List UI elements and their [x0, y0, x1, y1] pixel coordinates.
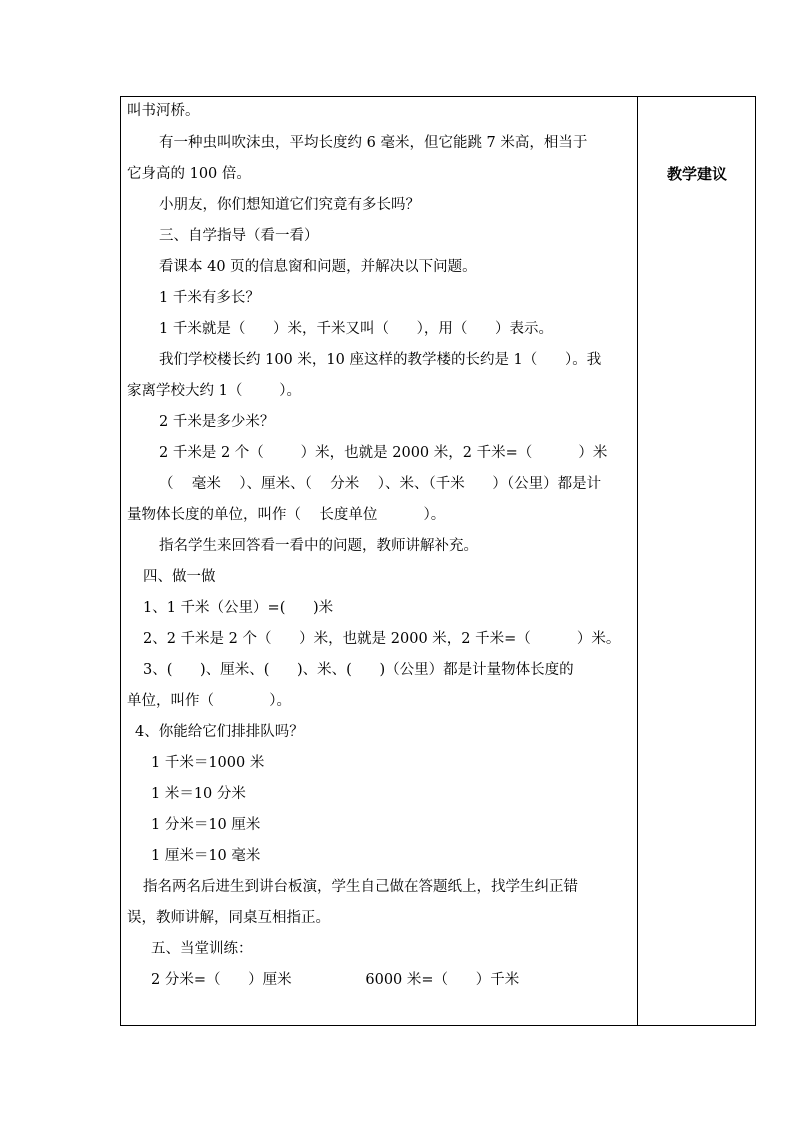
- text-line: 2 千米是多少米？: [159, 414, 275, 430]
- text-line: 1 千米就是（ ）米，千米又叫（ ），用（ ）表示。: [159, 321, 554, 337]
- text-line: 家离学校大约 1（ ）。: [127, 383, 301, 399]
- text-line: 叫书河桥。: [127, 103, 200, 119]
- text-line: 误，教师讲解，同桌互相指正。: [127, 910, 330, 926]
- side-column-label: 教学建议: [666, 165, 727, 183]
- text-line: 1、1 千米（公里）=( )米: [143, 600, 334, 616]
- text-line: 3、( )、厘米、( )、米、( )（公里）都是计量物体长度的: [143, 662, 574, 678]
- text-line: 1 分米＝10 厘米: [151, 817, 261, 833]
- column-divider: [637, 97, 638, 1025]
- lesson-table: [120, 96, 756, 1026]
- text-line: 1 厘米＝10 毫米: [151, 848, 261, 864]
- text-line: 指名学生来回答看一看中的问题，教师讲解补充。: [159, 538, 478, 554]
- text-line: 有一种虫叫吹沫虫，平均长度约 6 毫米，但它能跳 7 米高，相当于: [159, 135, 588, 151]
- text-line: 1 米＝10 分米: [151, 786, 246, 802]
- text-line: 小朋友，你们想知道它们究竟有多长吗？: [159, 197, 420, 213]
- text-line: （ 毫米 ）、厘米、（ 分米 ）、米、（千米 ）（公里）都是计: [159, 476, 602, 492]
- text-line: 指名两名后进生到讲台板演，学生自己做在答题纸上，找学生纠正错: [143, 879, 578, 895]
- section-heading: 四、做一做: [143, 569, 216, 585]
- text-line: 我们学校楼长约 100 米，10 座这样的教学楼的长约是 1（ ）。我: [159, 352, 602, 368]
- section-heading: 五、当堂训练：: [151, 941, 253, 957]
- text-line: 2、2 千米是 2 个（ ）米，也就是 2000 米，2 千米=（ ）米。: [143, 631, 621, 647]
- text-line: 看课本 40 页的信息窗和问题，并解决以下问题。: [159, 259, 477, 275]
- text-line: 单位，叫作（ ）。: [127, 693, 292, 709]
- text-line: 1 千米＝1000 米: [151, 755, 265, 771]
- text-line: 4、你能给它们排排队吗？: [135, 724, 304, 740]
- section-heading: 三、自学指导（看一看）: [159, 228, 319, 244]
- text-line: 2 分米=（ ）厘米 6000 米=（ ）千米: [151, 972, 520, 988]
- text-line: 1 千米有多长？: [159, 290, 260, 306]
- text-line: 2 千米是 2 个（ ）米，也就是 2000 米，2 千米=（ ）米: [159, 445, 608, 461]
- text-line: 它身高的 100 倍。: [127, 166, 251, 182]
- text-line: 量物体长度的单位，叫作（ 长度单位 ）。: [127, 507, 446, 523]
